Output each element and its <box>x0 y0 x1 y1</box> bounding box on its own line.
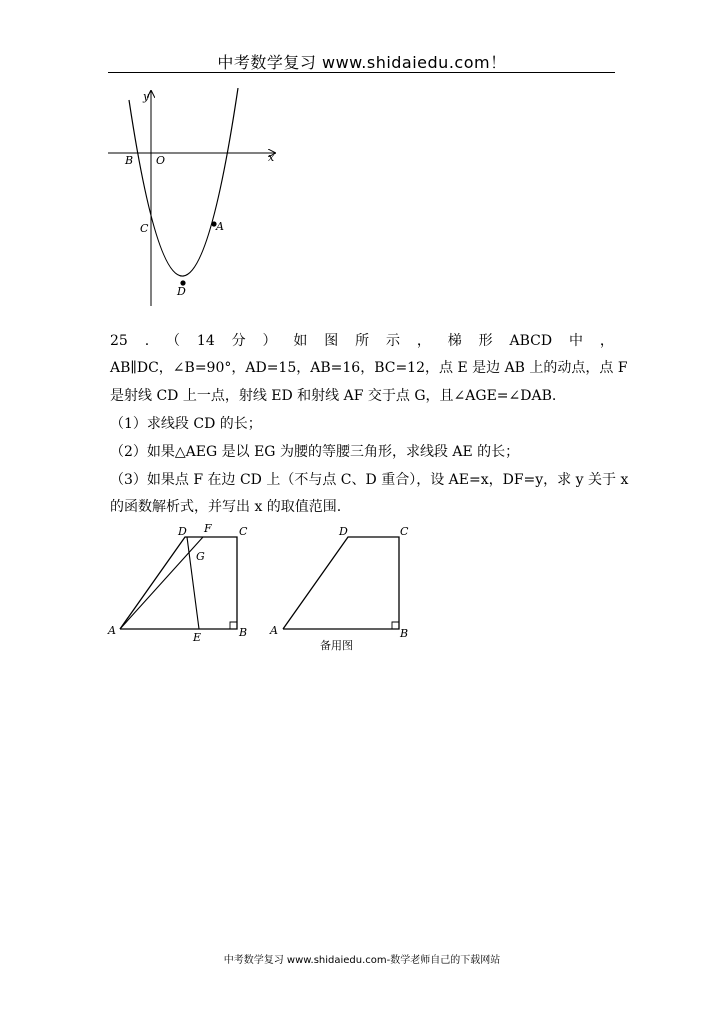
backup-label-a: A <box>270 624 278 637</box>
q25-token: ， <box>599 333 614 349</box>
q25-token: 图 <box>324 333 339 349</box>
q25-part-1: （1）求线段 CD 的长； <box>110 416 262 432</box>
q25-part-2: （2）如果△AEG 是以 EG 为腰的等腰三角形，求线段 AE 的长； <box>110 444 520 460</box>
backup-label-b: B <box>400 627 409 640</box>
q25-line-3: 是射线 CD 上一点，射线 ED 和射线 AF 交于点 G，且∠AGE=∠DAB. <box>110 388 557 404</box>
label-b: B <box>239 626 248 639</box>
q25-token: . <box>144 333 150 349</box>
label-a: A <box>108 624 116 637</box>
q25-part-3: （3）如果点 F 在边 CD 上（不与点 C、D 重合），设 AE=x，DF=y，求 y 关于 x <box>110 472 629 488</box>
q25-token: 示 <box>385 333 400 349</box>
backup-caption: 备用图 <box>320 639 353 652</box>
header-divider <box>108 72 615 73</box>
q25-token: 梯 <box>447 333 462 349</box>
q25-token: ） <box>262 333 277 349</box>
header-title: 中考数学复习 www.shidaiedu.com！ <box>217 53 507 72</box>
q25-token: 分 <box>231 333 246 349</box>
backup-trapezoid-outline <box>283 537 399 629</box>
label-g: G <box>196 550 205 563</box>
backup-label-d: D <box>339 525 348 538</box>
footer-text: 中考数学复习 www.shidaiedu.com-数学老师自己的下载网站 <box>223 955 501 966</box>
point-a-label: A <box>216 220 224 233</box>
q25-token: 形 <box>478 333 493 349</box>
x-axis-label: x <box>268 151 275 164</box>
q25-token: 所 <box>355 333 370 349</box>
parabola-curve <box>129 88 238 276</box>
backup-figure <box>265 520 415 655</box>
q25-token: 中 <box>568 333 583 349</box>
trapezoid-figure <box>105 520 255 645</box>
trapezoid-outline <box>120 537 237 629</box>
origin-label: O <box>156 154 166 167</box>
parabola-figure <box>105 88 285 313</box>
backup-label-c: C <box>400 525 409 538</box>
y-axis-label: y <box>143 90 150 103</box>
q25-token: （ <box>166 333 181 349</box>
q25-line-2: AB∥DC，∠B=90°，AD=15，AB=16，BC=12，点 E 是边 AB 上的动点，点 F <box>110 360 628 376</box>
point-c-label: C <box>140 222 149 235</box>
q25-token: 14 <box>196 333 215 349</box>
label-f: F <box>204 522 212 535</box>
label-e: E <box>193 631 202 644</box>
q25-part-3-continued: 的函数解析式，并写出 x 的取值范围. <box>110 499 342 515</box>
q25-token: 25 <box>110 333 128 349</box>
label-c: C <box>239 525 248 538</box>
backup-right-angle-mark <box>392 622 399 629</box>
right-angle-mark <box>230 622 237 629</box>
q25-token: 如 <box>293 333 308 349</box>
q25-token: ， <box>416 333 431 349</box>
q25-token: ABCD <box>509 333 553 349</box>
q25-line-1 <box>110 331 614 351</box>
label-d: D <box>178 525 187 538</box>
point-d-label: D <box>177 285 186 298</box>
segment-af <box>120 537 203 629</box>
point-b-label: B <box>125 154 134 167</box>
